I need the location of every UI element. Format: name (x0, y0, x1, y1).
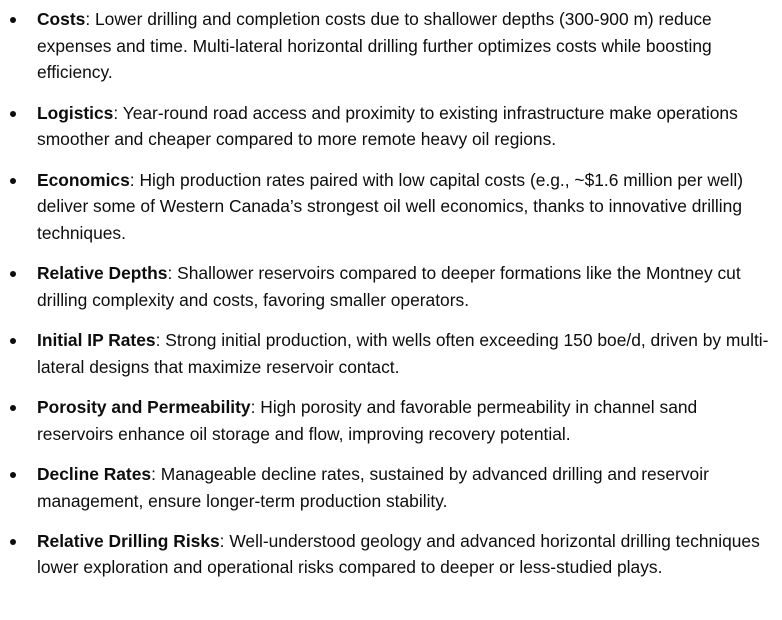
list-item-initial-ip-rates (0, 327, 782, 380)
item-text: : Strong initial production, with wells often exceeding 150 boe/d, driven by multi-lateral designs that maximize reservoir contact. (37, 330, 769, 377)
item-text: : Year-round road access and proximity to existing infrastructure make operations smoother and cheaper compared to more remote heavy oil regions. (37, 102, 738, 150)
list-item-porosity-permeability (0, 394, 782, 447)
bullet-icon (10, 17, 16, 23)
item-text: : Well-understood geology and advanced horizontal drilling techniques lower exploration and operational risks compared to deeper or less-studied plays. (37, 530, 760, 578)
item-text: : Manageable decline rates, sustained by advanced drilling and reservoir management, ensure longer-term production stability. (37, 463, 709, 511)
item-text: : High production rates paired with low capital costs (e.g., ~$1.6 million per well) deliver some of Western Canada’s strongest oil well economics, thanks to innovative drilling techniques. (37, 169, 744, 243)
bullet-icon (10, 271, 16, 277)
list-item-decline-rates (0, 461, 782, 514)
item-term: Relative Drilling Risks (37, 530, 220, 551)
item-text: : Shallower reservoirs compared to deeper formations like the Montney cut drilling complexity and costs, favoring smaller operators. (37, 263, 741, 310)
list-item-economics (0, 167, 782, 247)
bullet-icon (10, 338, 16, 344)
bullet-icon (10, 405, 16, 411)
list-item-relative-depths (0, 260, 782, 313)
item-term: Initial IP Rates (37, 330, 156, 351)
item-term: Costs (37, 9, 86, 29)
item-term: Economics (37, 169, 130, 190)
item-text: : Lower drilling and completion costs due to shallower depths (300-900 m) reduce expenses and time. Multi-lateral horizontal drilling further optimizes costs while boosting efficiency. (37, 9, 712, 83)
item-term: Logistics (37, 102, 114, 123)
bullet-icon (10, 539, 16, 545)
item-term: Decline Rates (37, 463, 152, 484)
item-term: Relative Depths (37, 263, 168, 284)
item-term: Porosity and Permeability (37, 396, 251, 417)
item-text: : High porosity and favorable permeability in channel sand reservoirs enhance oil storage and flow, improving recovery potential. (37, 396, 698, 444)
bullet-icon (10, 111, 16, 117)
bullet-icon (10, 472, 16, 478)
list-item-relative-drilling-risks (0, 528, 782, 581)
list-item-logistics (0, 100, 782, 153)
list-item-costs (0, 6, 782, 86)
bullet-icon (10, 178, 16, 184)
